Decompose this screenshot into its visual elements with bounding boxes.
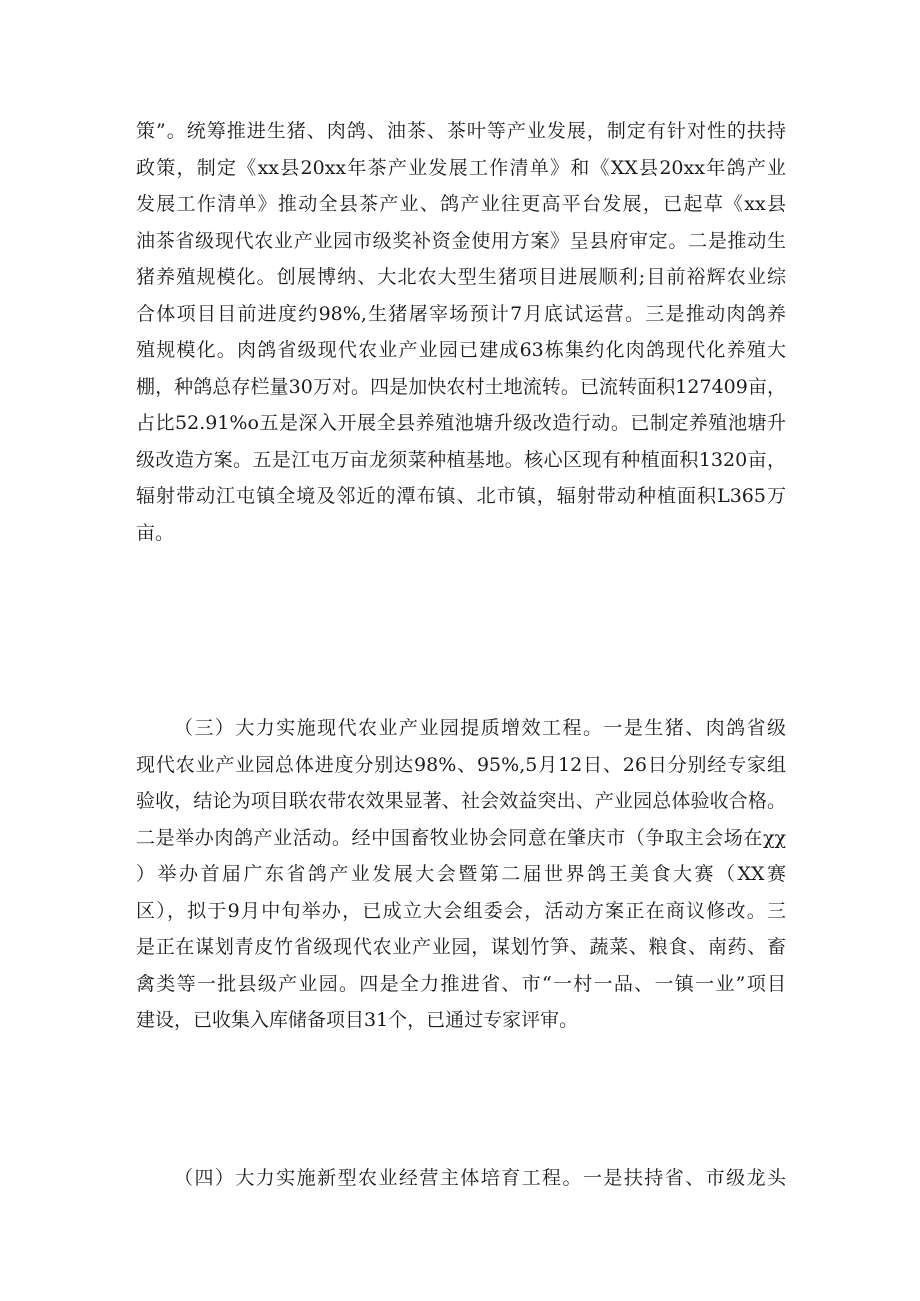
paragraph-line: 禽类等一批县级产业园。四是全力推进省、市“一村一品、一镇一业”项目 — [136, 972, 786, 995]
paragraph-line: 亩。 — [136, 521, 175, 544]
paragraph-line: 合体项目目前进度约98%,生猪屠宰场预计7月底试运营。三是推动肉鸽养 — [136, 302, 786, 325]
paragraph-line: 区），拟于9月中旬举办，已成立大会组委会，活动方案正在商议修改。三 — [136, 899, 786, 922]
paragraph-1 — [136, 113, 786, 551]
paragraph-line: 政策，制定《xx县20xx年茶产业发展工作清单》和《XX县20xx年鸽产业 — [136, 156, 786, 179]
paragraph-line: 棚，种鸽总存栏量30万对。四是加快农村土地流转。已流转面积127409亩， — [136, 375, 786, 398]
paragraph-2 — [136, 710, 786, 1039]
paragraph-line: 策”。统筹推进生猪、肉鸽、油茶、茶叶等产业发展，制定有针对性的扶持 — [136, 120, 786, 142]
paragraph-line: 殖规模化。肉鸽省级现代农业产业园已建成63栋集约化肉鸽现代化养殖大 — [136, 339, 786, 361]
paragraph-3 — [136, 1160, 786, 1197]
paragraph-line: （四）大力实施新型农业经营主体培育工程。一是扶持省、市级龙头 — [174, 1167, 786, 1189]
paragraph-line: 验收，结论为项目联农带农效果显著、社会效益突出、产业园总体验收合格。 — [136, 790, 786, 812]
paragraph-line: 现代农业产业园总体进度分别达98%、95%,5月12日、26日分别经专家组 — [136, 753, 786, 776]
paragraph-line: 占比52.91%o五是深入开展全县养殖池塘升级改造行动。已制定养殖池塘升 — [136, 412, 786, 434]
paragraph-line: 二是举办肉鸽产业活动。经中国畜牧业协会同意在肇庆市（争取主会场在χχ — [136, 826, 786, 849]
paragraph-line: 级改造方案。五是江屯万亩龙须菜种植基地。核心区现有种植面积1320亩， — [136, 448, 786, 471]
paragraph-line: 猪养殖规模化。创展博纳、大北农大型生猪项目进展顺利;目前裕辉农业综 — [136, 266, 786, 288]
paragraph-line: ）举办首届广东省鸽产业发展大会暨第二届世界鸽王美食大赛（XX赛 — [136, 863, 786, 885]
paragraph-line: （三）大力实施现代农业产业园提质增效工程。一是生猪、肉鸽省级 — [174, 717, 786, 739]
paragraph-line: 建设，已收集入库储备项目31个，已通过专家评审。 — [136, 1009, 579, 1031]
paragraph-line: 发展工作清单》推动全县茶产业、鸽产业往更高平台发展，已起草《xx县 — [136, 193, 786, 215]
paragraph-line: 是正在谋划青皮竹省级现代农业产业园，谋划竹笋、蔬菜、粮食、南药、畜 — [136, 936, 786, 958]
paragraph-line: 油茶省级现代农业产业园市级奖补资金使用方案》呈县府审定。二是推动生 — [136, 229, 786, 252]
paragraph-line: 辐射带动江屯镇全境及邻近的潭布镇、北市镇，辐射带动种植面积L365万 — [136, 485, 786, 507]
